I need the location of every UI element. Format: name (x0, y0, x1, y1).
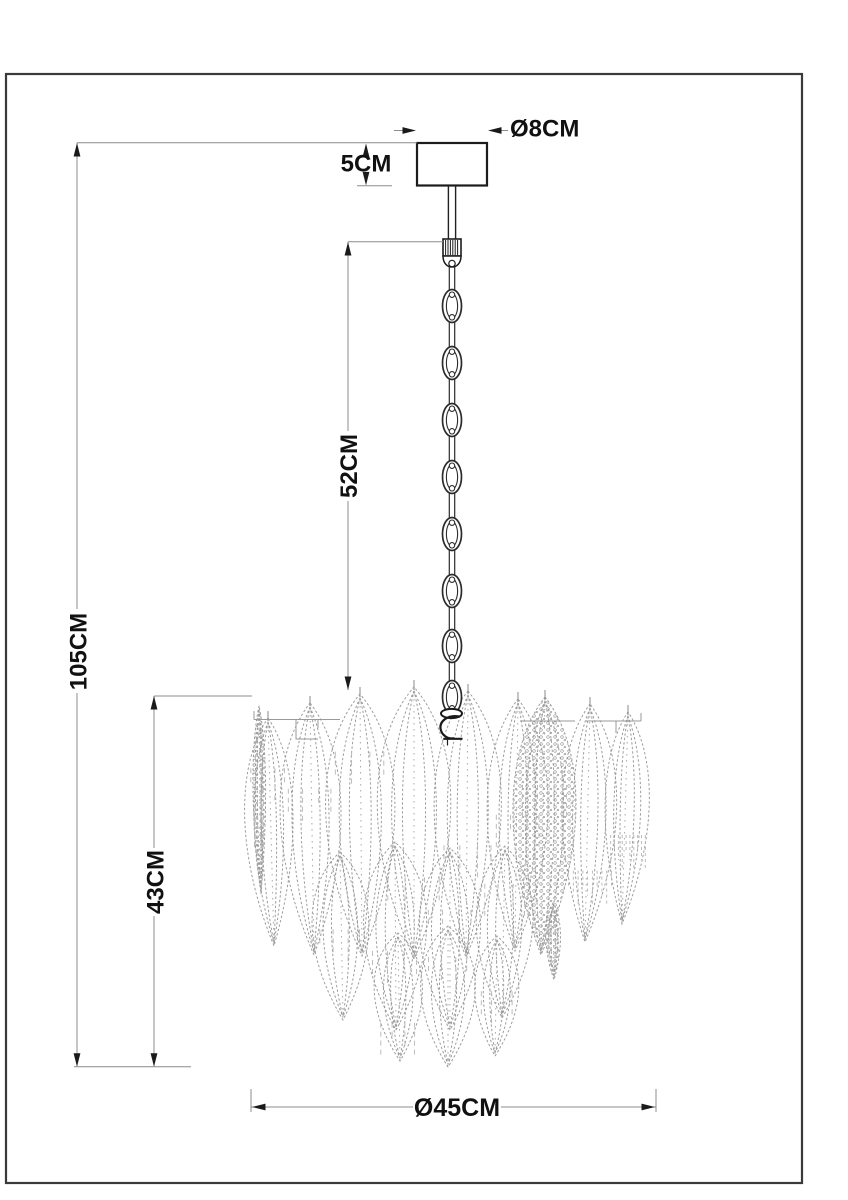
body-hook (440, 709, 462, 746)
dim-label-body-height: 43CM (142, 849, 170, 915)
dim-label-body-diameter: Ø45CM (413, 1094, 501, 1122)
drawing-border (6, 74, 802, 1183)
dim-label-canopy-height: 5CM (340, 150, 392, 178)
dim-label-total-height: 105CM (65, 612, 93, 691)
dim-label-chain-length: 52CM (336, 433, 363, 499)
dimension-lines (74, 131, 656, 1113)
ceiling-canopy (417, 143, 487, 186)
fixture (417, 143, 487, 746)
suspension-chain (443, 267, 462, 714)
chain-connector (443, 239, 461, 267)
dim-label-canopy-diameter: Ø8CM (510, 115, 580, 143)
suspension-rod (448, 186, 455, 239)
